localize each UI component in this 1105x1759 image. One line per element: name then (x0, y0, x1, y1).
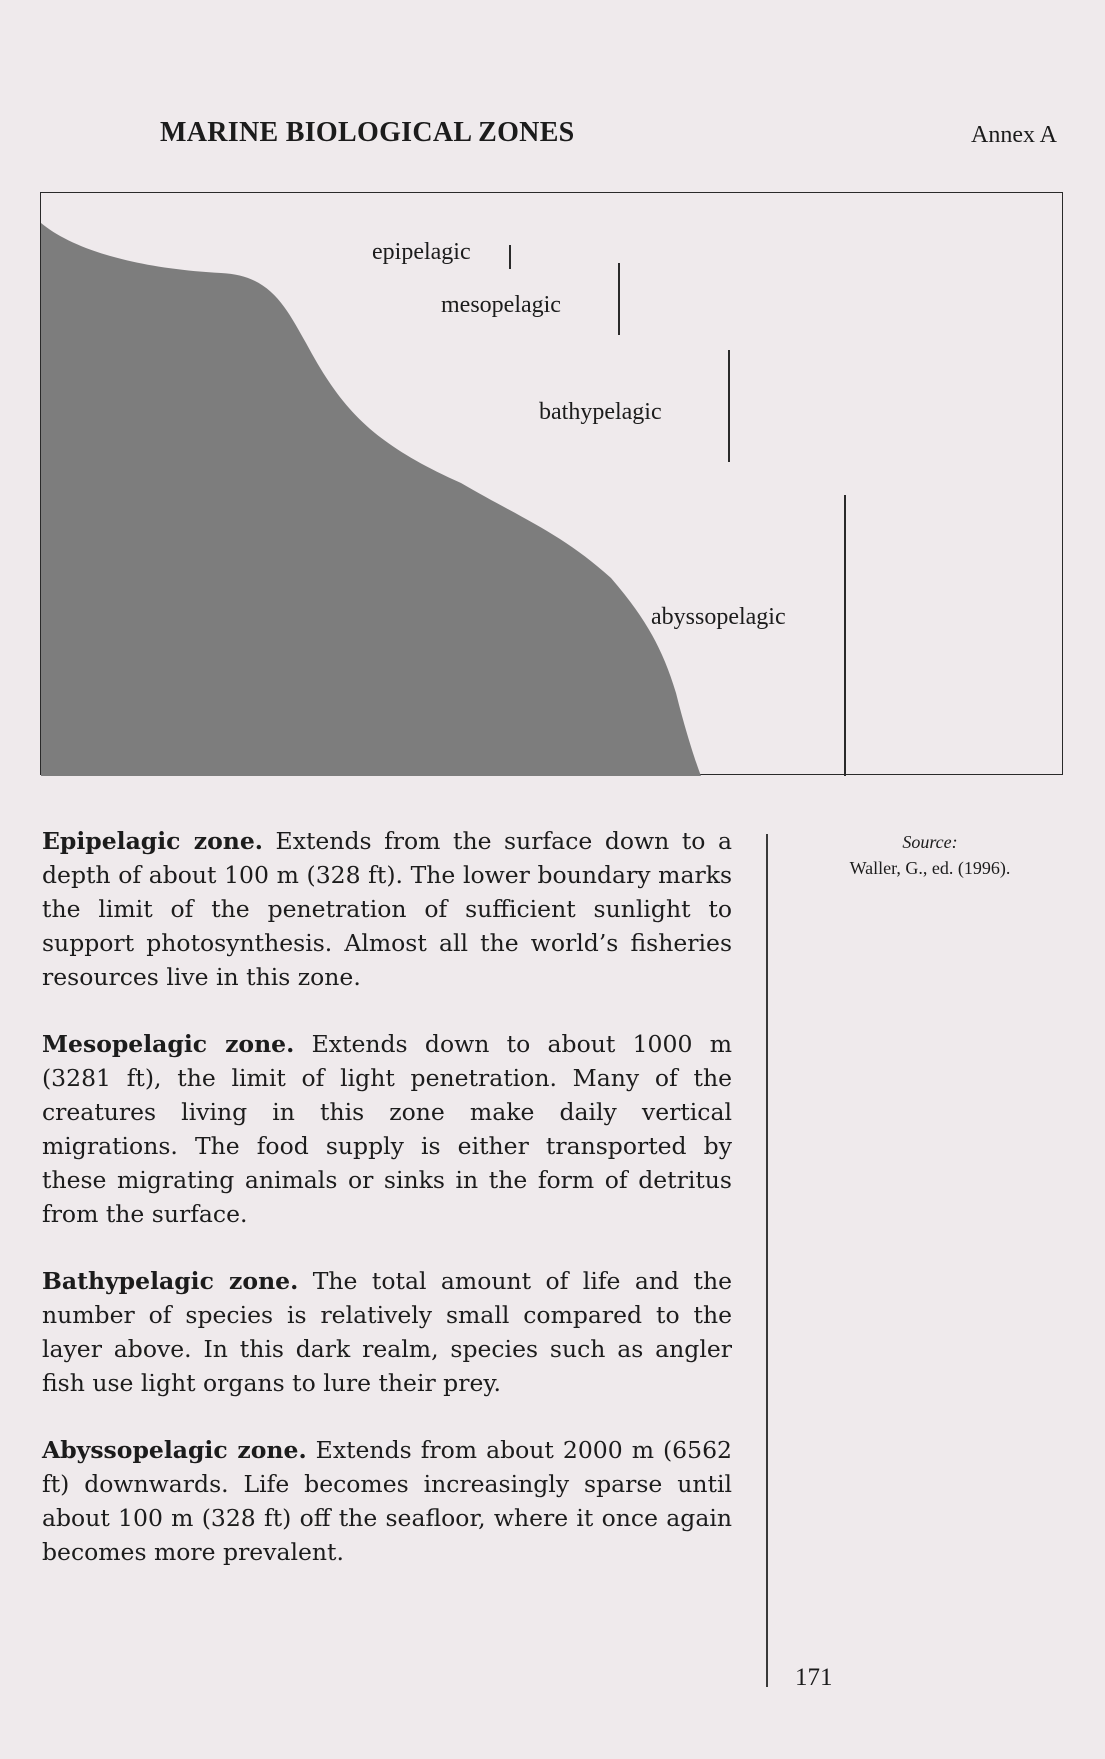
source-citation: Waller, G., ed. (1996). (849, 858, 1011, 878)
zone-label-abyssopelagic: abyssopelagic (651, 604, 786, 630)
mesopelagic-marker (618, 263, 620, 335)
source-label: Source: (902, 832, 958, 852)
zone-description: Extends down to about 1000 m (3281 ft), the limit of light penetration. Many of the creatures living in this zone make daily vertical migrations. The food supply is either transported by these migrating animals or sinks in the form of detritus from the surface. (42, 1030, 732, 1228)
annex-label: Annex A (971, 122, 1057, 148)
seabed-profile (41, 193, 1064, 776)
zone-label-mesopelagic: mesopelagic (441, 292, 561, 318)
zone-heading: Epipelagic zone. (42, 827, 263, 855)
zone-label-bathypelagic: bathypelagic (539, 399, 662, 425)
zone-heading: Bathypelagic zone. (42, 1267, 299, 1295)
abyssopelagic-marker (844, 495, 846, 776)
zone-descriptions (42, 824, 732, 1602)
epipelagic-marker (509, 245, 511, 269)
page-number: 171 (795, 1664, 833, 1691)
zone-paragraph-mesopelagic (42, 1027, 732, 1231)
column-divider (766, 834, 768, 1687)
zone-heading: Abyssopelagic zone. (42, 1436, 307, 1464)
bathypelagic-marker (728, 350, 730, 462)
zone-description: Extends from the surface down to a depth of about 100 m (328 ft). The lower boundary marks the limit of the penetration of sufficient sunlight to support photosynthesis. Almost all the world’s fisheries resources live in this zone. (42, 827, 732, 991)
zone-paragraph-abyssopelagic (42, 1433, 732, 1569)
seabed-shape (41, 223, 701, 776)
zones-figure (40, 192, 1063, 775)
zone-label-epipelagic: epipelagic (372, 239, 471, 265)
zone-paragraph-epipelagic (42, 824, 732, 994)
zone-description: Extends from about 2000 m (6562 ft) downwards. Life becomes increasingly sparse until about 100 m (328 ft) off the seafloor, where it once again becomes more prevalent. (42, 1436, 732, 1566)
zone-paragraph-bathypelagic (42, 1264, 732, 1400)
page-title: MARINE BIOLOGICAL ZONES (160, 117, 575, 148)
zone-heading: Mesopelagic zone. (42, 1030, 295, 1058)
zone-description: The total amount of life and the number of species is relatively small compared to the layer above. In this dark realm, species such as angler fish use light organs to lure their prey. (42, 1267, 732, 1397)
